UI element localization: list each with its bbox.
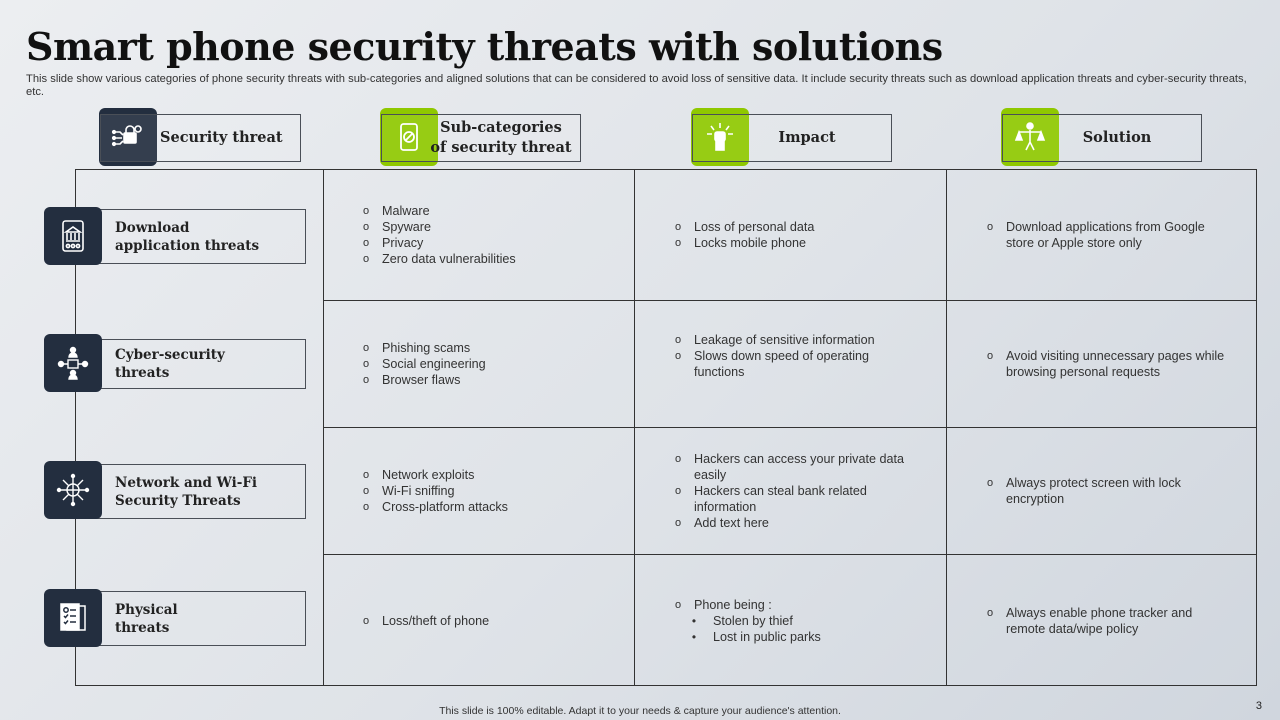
list-subitem: • Lost in public parks (675, 629, 821, 645)
list-item: o Privacy (363, 235, 516, 251)
list-item: o Add text here (675, 515, 923, 531)
list-item: o Leakage of sensitive information (675, 332, 915, 348)
list-item: o Download applications from Google store or Apple store only (987, 219, 1227, 251)
page-title: Smart phone security threats with solutions (26, 24, 943, 69)
cell-solution-row-3 (987, 428, 1207, 554)
cell-solution-row-1 (987, 170, 1227, 300)
page-number: 3 (1255, 700, 1262, 712)
list-item: o Wi-Fi sniffing (363, 483, 508, 499)
list-item: o Cross-platform attacks (363, 499, 508, 515)
cell-impact-row-2 (675, 301, 915, 411)
cell-impact-row-3 (675, 428, 923, 554)
cell-subcategories-row-1 (363, 170, 628, 300)
list-item: o Locks mobile phone (675, 235, 814, 251)
cell-solution-row-4 (987, 555, 1227, 686)
list-subitem: • Stolen by thief (675, 613, 821, 629)
cell-subcategories-row-3 (363, 428, 628, 554)
list-item: o Hackers can access your private data easily (675, 451, 923, 483)
documents-checklist-icon (44, 589, 102, 647)
header-subcategories: Sub-categories of security threat (381, 114, 581, 162)
cell-subcategories-row-2 (363, 301, 628, 427)
cell-impact-row-1 (675, 170, 935, 300)
footer-note: This slide is 100% editable. Adapt it to your needs & capture your audience's attention. (439, 705, 841, 717)
header-solution: Solution (1002, 114, 1202, 162)
cell-impact-row-4 (675, 555, 935, 686)
list-item: o Always enable phone tracker and remote data/wipe policy (987, 605, 1227, 637)
list-item: o Phishing scams (363, 340, 486, 356)
list-item: o Loss/theft of phone (363, 613, 489, 629)
list-item: o Malware (363, 203, 516, 219)
cell-solution-row-2 (987, 301, 1227, 427)
list-item: o Zero data vulnerabilities (363, 251, 516, 267)
list-item: o Slows down speed of operating functions (675, 348, 915, 380)
list-item: o Social engineering (363, 356, 486, 372)
row-label-network-threats: Network and Wi-Fi Security Threats (95, 464, 306, 519)
list-item: o Hackers can steal bank related information (675, 483, 923, 515)
page-subtitle: This slide show various categories of phone security threats with sub-categories and aligned solutions that can be considered to avoid loss of sensitive data. It include security threats such as download application threats and cyber-security threats, etc. (26, 73, 1247, 98)
list-item: o Avoid visiting unnecessary pages while browsing personal requests (987, 348, 1227, 380)
list-item: o Phone being : (675, 597, 821, 613)
phone-bank-icon (44, 207, 102, 265)
list-item: o Browser flaws (363, 372, 486, 388)
row-label-physical-threats: Physical threats (95, 591, 306, 646)
list-item: o Network exploits (363, 467, 508, 483)
network-people-icon (44, 334, 102, 392)
row-label-download-threats: Download application threats (95, 209, 306, 264)
header-security-threat: Security threat (100, 114, 301, 162)
cell-subcategories-row-4 (363, 555, 628, 686)
row-label-cyber-threats: Cyber-security threats (95, 339, 306, 389)
list-item: o Spyware (363, 219, 516, 235)
header-impact: Impact (692, 114, 892, 162)
list-item: o Loss of personal data (675, 219, 814, 235)
network-hub-icon (44, 461, 102, 519)
list-item: o Always protect screen with lock encryption (987, 475, 1207, 507)
